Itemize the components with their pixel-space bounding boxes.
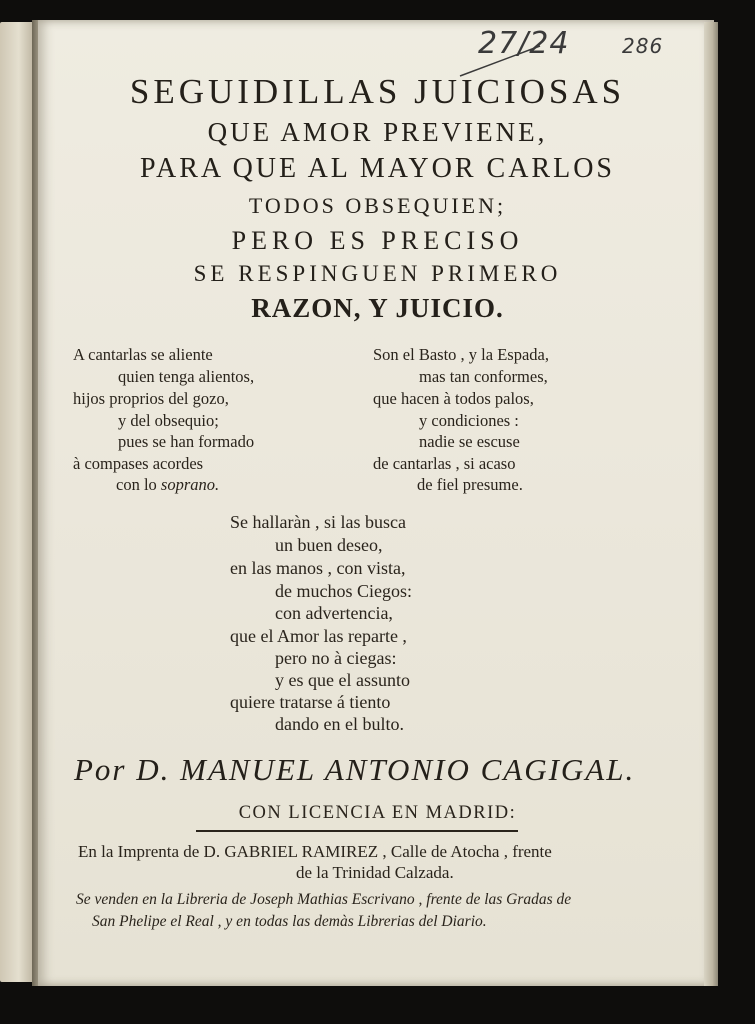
folio-number: 286 <box>622 34 664 58</box>
verse-line: con advertencia, <box>275 603 393 623</box>
italic-word: soprano. <box>160 475 220 494</box>
license-line: CON LICENCIA EN MADRID: <box>238 803 517 823</box>
verse-line: A cantarlas se aliente <box>73 345 213 364</box>
title-line-2: QUE AMOR PREVIENE, <box>207 117 548 147</box>
author-line: Por D. MANUEL ANTONIO CAGIGAL. <box>74 752 636 787</box>
verse-line: y del obsequio; <box>118 411 219 430</box>
imprint-line-1: En la Imprenta de D. GABRIEL RAMIREZ , Calle de Atocha , frente <box>78 842 552 861</box>
verse-line: de cantarlas , si acaso <box>373 454 516 473</box>
handwritten-shelfmark: 27/24 <box>478 26 570 61</box>
verse-line: quiere tratarse á tiento <box>230 692 391 712</box>
verse-line: Son el Basto , y la Espada, <box>373 345 549 364</box>
verse-line: quien tenga alientos, <box>118 367 255 386</box>
verse-line: Se hallaràn , si las busca <box>230 512 406 532</box>
verse-line: pues se han formado <box>118 432 255 451</box>
verse-line: mas tan conformes, <box>419 367 548 386</box>
title-line-3: PARA QUE AL MAYOR CARLOS <box>140 153 615 184</box>
imprint-line-2: de la Trinidad Calzada. <box>296 863 454 882</box>
title-line-4: TODOS OBSEQUIEN; <box>248 193 507 218</box>
verse-line: à compases acordes <box>73 454 204 473</box>
verse-line <box>116 474 219 495</box>
verse-line: y es que el assunto <box>275 670 410 690</box>
title-line-5: PERO ES PRECISO <box>231 226 524 255</box>
verse-line: y condiciones : <box>419 411 519 430</box>
verse-line: pero no à ciegas: <box>275 648 397 668</box>
verse-line: de fiel presume. <box>417 475 523 494</box>
verse-line: hijos proprios del gozo, <box>73 389 229 408</box>
sale-notice-line-1: Se venden en la Libreria de Joseph Mathias Escrivano , frente de las Gradas de <box>76 891 572 908</box>
divider-rule <box>196 830 518 832</box>
verse-line: de muchos Ciegos: <box>275 581 412 601</box>
verse-line: que el Amor las reparte , <box>230 626 407 646</box>
sale-notice-line-2: San Phelipe el Real , y en todas las demàs Librerias del Diario. <box>92 913 487 930</box>
title-line-7: RAZON, Y JUICIO. <box>251 293 504 323</box>
verse-line: dando en el bulto. <box>275 714 404 734</box>
verse-line: un buen deseo, <box>275 535 383 555</box>
title-line-6: SE RESPINGUEN PRIMERO <box>193 261 562 286</box>
verse-line: nadie se escuse <box>419 432 520 451</box>
title-line-1: SEGUIDILLAS JUICIOSAS <box>129 72 626 111</box>
verse-line: en las manos , con vista, <box>230 558 406 578</box>
verse-line: que hacen à todos palos, <box>373 389 534 408</box>
verse-line-text: con lo <box>116 475 161 494</box>
